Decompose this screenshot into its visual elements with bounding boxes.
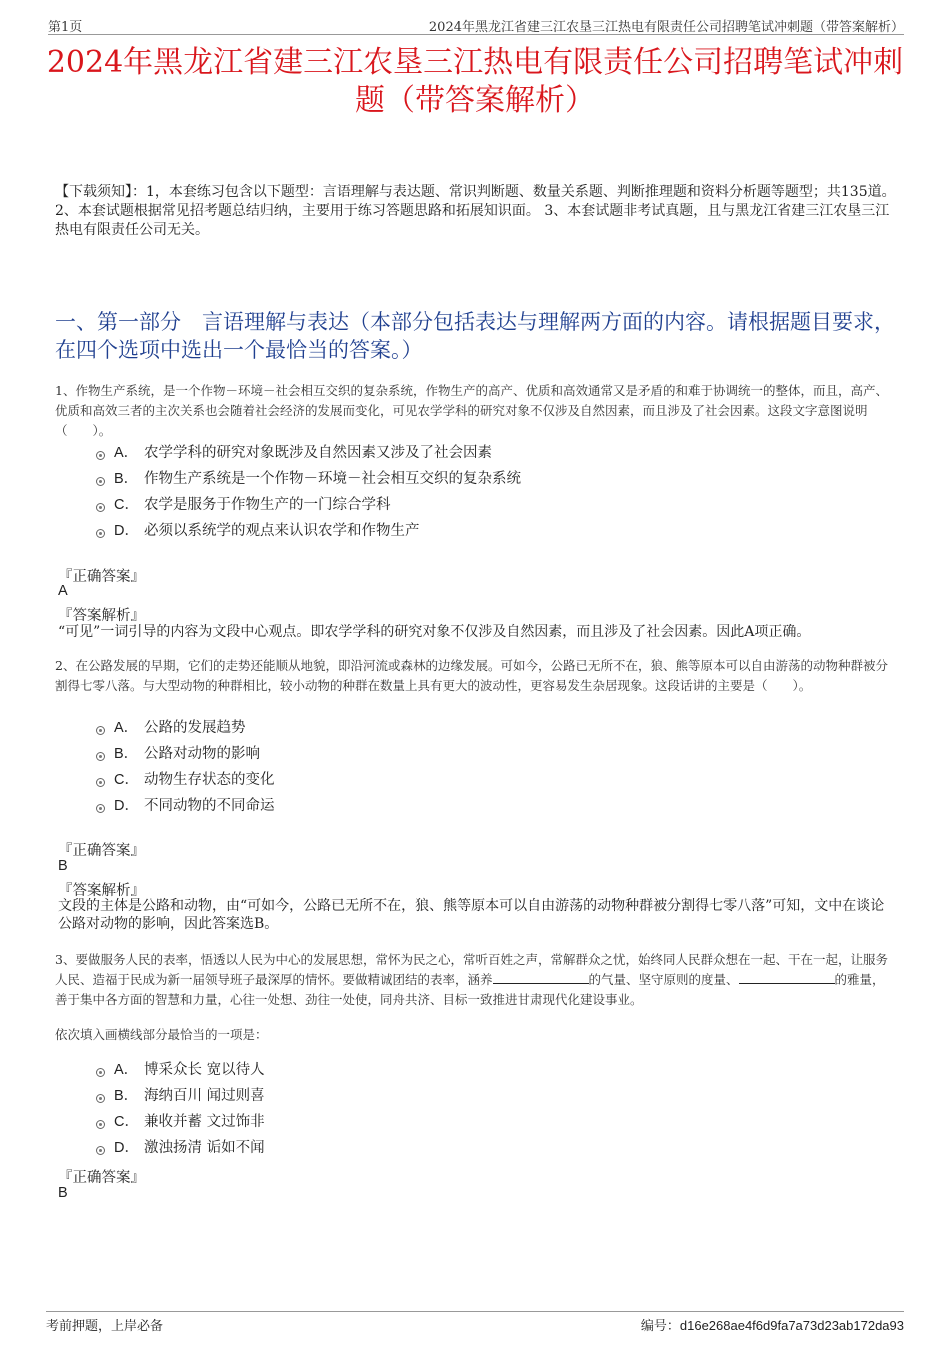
radio-icon[interactable]: [96, 451, 105, 460]
radio-icon[interactable]: [96, 752, 105, 761]
correct-answer-label: 『正确答案』: [58, 1170, 145, 1186]
correct-answer: B: [58, 858, 68, 874]
radio-icon[interactable]: [96, 503, 105, 512]
question-1-options: [96, 440, 521, 544]
fill-blank-1[interactable]: [493, 971, 589, 984]
radio-icon[interactable]: [96, 1120, 105, 1129]
page-number: 第1页: [48, 20, 83, 35]
page-footer: [46, 1311, 904, 1334]
option-b[interactable]: B． 海纳百川 闻过则喜: [96, 1083, 265, 1109]
correct-answer-label: 『正确答案』: [58, 569, 145, 585]
question-2-stem: 2、在公路发展的早期，它们的走势还能顺从地貌，即沿河流或森林的边缘发展。可如今，公路已无所不在，狼、熊等原本可以自由游荡的动物种群被分割得七零八落。与大型动物的种群相比，较小动物的种群在数量上具有更大的波动性，更容易发生杂居现象。这段话讲的主要是（ ）。: [55, 658, 888, 693]
radio-icon[interactable]: [96, 1146, 105, 1155]
fill-blank-2[interactable]: [739, 971, 835, 984]
option-c[interactable]: C． 动物生存状态的变化: [96, 767, 275, 793]
option-a[interactable]: A． 农学学科的研究对象既涉及自然因素又涉及了社会因素: [96, 440, 521, 466]
analysis-text: “可见”一词引导的内容为文段中心观点。即农学学科的研究对象不仅涉及自然因素，而且涉及了社会因素。因此A项正确。: [58, 624, 811, 640]
section-heading: 一、第一部分 言语理解与表达（本部分包括表达与理解两方面的内容。请根据题目要求，在四个选项中选出一个最恰当的答案。）: [55, 310, 895, 362]
analysis-label: 『答案解析』: [58, 883, 145, 899]
question-3-prompt: 依次填入画横线部分最恰当的一项是：: [55, 1027, 268, 1042]
option-d[interactable]: D． 不同动物的不同命运: [96, 793, 275, 819]
question-3-stem: 3、要做服务人民的表率，悟透以人民为中心的发展思想，常怀为民之心，常听百姓之声，常解群众之忧，始终同人民群众想在一起、干在一起，让服务人民、造福于民成为新一届领导班子最深厚的情怀。要做精诚团结的表率，涵养 的气量、坚守原则的度量、 的雅量，善于集中各方面的智慧和力量，心往一处想、劲往一处使，同舟共济、目标一致推进甘肃现代化建设事业。: [55, 952, 888, 1007]
radio-icon[interactable]: [96, 1094, 105, 1103]
option-b[interactable]: B． 作物生产系统是一个作物－环境－社会相互交织的复杂系统: [96, 466, 521, 492]
header-doc-title: 2024年黑龙江省建三江农垦三江热电有限责任公司招聘笔试冲刺题（带答案解析）: [428, 20, 904, 35]
option-d[interactable]: D． 必须以系统学的观点来认识农学和作物生产: [96, 518, 521, 544]
option-d[interactable]: D． 激浊扬清 诟如不闻: [96, 1135, 265, 1161]
correct-answer: B: [58, 1185, 68, 1201]
question-3-options: [96, 1057, 265, 1161]
analysis-label: 『答案解析』: [58, 608, 145, 624]
question-1-stem: 1、作物生产系统，是一个作物－环境－社会相互交织的复杂系统，作物生产的高产、优质和高效通常又是矛盾的和难于协调统一的整体，而且，高产、优质和高效三者的主次关系也会随着社会经济的发展而变化，可见农学学科的研究对象不仅涉及自然因素，而且涉及了社会因素。这段文字意图说明（ ）。: [55, 383, 888, 438]
download-notice: 【下载须知】：1，本套练习包含以下题型：言语理解与表达题、常识判断题、数量关系题、判断推理题和资料分析题等题型；共135道。 2、本套试题根据常见招考题总结归纳，主要用于练习答题思路和拓展知识面。 3、本套试题非考试真题，且与黑龙江省建三江农垦三江热电有限责任公司无关。: [55, 184, 896, 238]
radio-icon[interactable]: [96, 1068, 105, 1077]
radio-icon[interactable]: [96, 804, 105, 813]
option-b[interactable]: B． 公路对动物的影响: [96, 741, 275, 767]
question-2-options: [96, 715, 275, 819]
radio-icon[interactable]: [96, 477, 105, 486]
analysis-text: 文段的主体是公路和动物，由“可如今，公路已无所不在，狼、熊等原本可以自由游荡的动物种群被分割得七零八落”可知，文中在谈论公路对动物的影响，因此答案选B。: [58, 898, 885, 932]
page-header: [48, 14, 904, 35]
option-a[interactable]: A． 公路的发展趋势: [96, 715, 275, 741]
correct-answer-label: 『正确答案』: [58, 843, 145, 859]
option-c[interactable]: C． 兼收并蓄 文过饰非: [96, 1109, 265, 1135]
radio-icon[interactable]: [96, 778, 105, 787]
footer-slogan: 考前押题，上岸必备: [46, 1319, 164, 1334]
option-a[interactable]: A． 博采众长 宽以待人: [96, 1057, 265, 1083]
radio-icon[interactable]: [96, 529, 105, 538]
option-c[interactable]: C． 农学是服务于作物生产的一门综合学科: [96, 492, 521, 518]
document-title: 2024年黑龙江省建三江农垦三江热电有限责任公司招聘笔试冲刺题（带答案解析）: [46, 45, 904, 118]
document-code: 编号：d16e268ae4f6d9fa7a73d23ab172da93: [640, 1318, 904, 1334]
correct-answer: A: [58, 583, 68, 599]
radio-icon[interactable]: [96, 726, 105, 735]
